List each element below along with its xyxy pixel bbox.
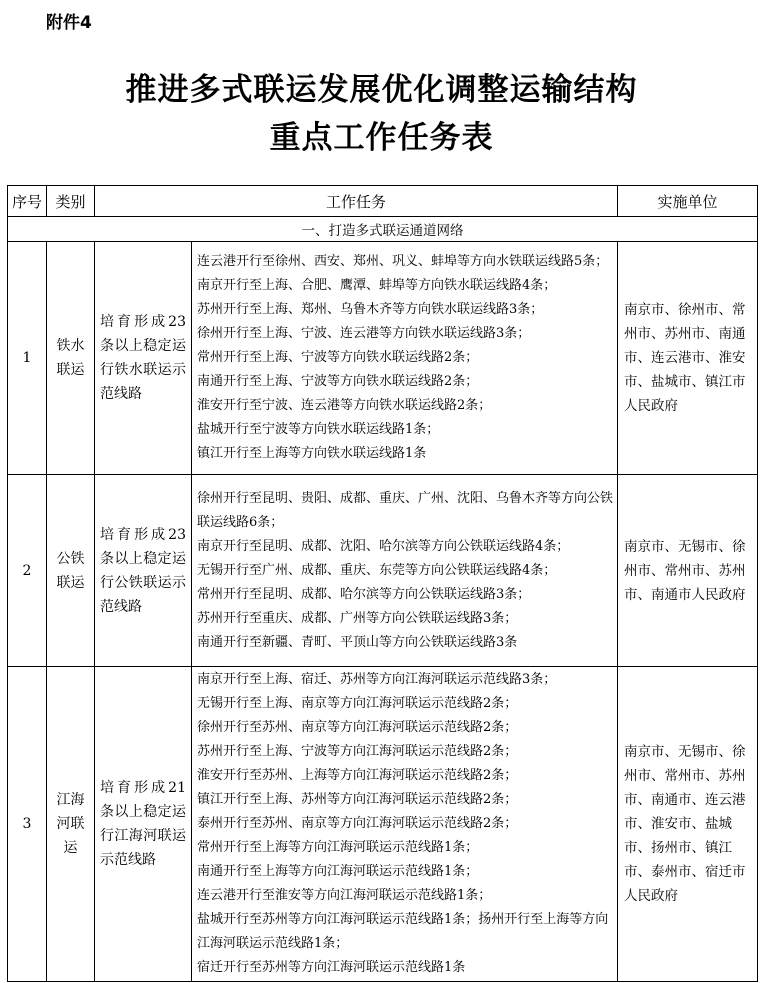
task-item: 苏州开行至上海、郑州、乌鲁木齐等方向铁水联运线路3条；	[197, 302, 544, 317]
row-number: 1	[8, 242, 47, 475]
task-item: 连云港开行至徐州、西安、郑州、巩义、蚌埠等方向水铁联运线路5条；	[197, 254, 609, 269]
header-no: 序号	[8, 186, 47, 217]
header-units: 实施单位	[618, 186, 758, 217]
table-row	[8, 667, 758, 982]
task-item: 南通开行至上海等方向江海河联运示范线路1条；	[197, 864, 479, 879]
task-item: 南通开行至上海、宁波等方向铁水联运线路2条；	[197, 374, 479, 389]
row-category: 铁水联运	[47, 242, 95, 475]
section-title: 一、打造多式联运通道网络	[8, 217, 758, 242]
task-item: 镇江开行至上海、苏州等方向江海河联运示范线路2条；	[197, 792, 518, 807]
task-table	[7, 185, 758, 982]
row-units: 南京市、徐州市、常州市、苏州市、南通市、连云港市、淮安市、盐城市、镇江市人民政府	[618, 242, 758, 475]
task-item: 连云港开行至淮安等方向江海河联运示范线路1条；	[197, 888, 492, 903]
row-goal: 培育形成21条以上稳定运行江海河联运示范线路	[95, 667, 192, 982]
task-item: 苏州开行至重庆、成都、广州等方向公铁联运线路3条；	[197, 610, 518, 626]
row-category: 江海河联运	[47, 667, 95, 982]
table-header-row	[8, 186, 758, 217]
task-item: 镇江开行至上海等方向铁水联运线路1条	[197, 446, 427, 461]
task-item: 无锡开行至广州、成都、重庆、东莞等方向公铁联运线路4条；	[197, 562, 557, 578]
task-item: 徐州开行至上海、宁波、连云港等方向铁水联运线路3条；	[197, 326, 531, 341]
task-item: 常州开行至昆明、成都、哈尔滨等方向公铁联运线路3条；	[197, 586, 531, 602]
task-item: 盐城开行至苏州等方向江海河联运示范线路1条；扬州开行至上海等方向江海河联运示范线路1条；	[197, 912, 609, 951]
task-item: 泰州开行至苏州、南京等方向江海河联运示范线路2条；	[197, 816, 518, 831]
task-item: 南京开行至上海、合肥、鹰潭、蚌埠等方向铁水联运线路4条；	[197, 278, 557, 293]
task-item: 淮安开行至苏州、上海等方向江海河联运示范线路2条；	[197, 768, 518, 783]
page-title: 推进多式联运发展优化调整运输结构	[125, 72, 638, 108]
row-goal: 培育形成23条以上稳定运行铁水联运示范线路	[95, 242, 192, 475]
page-subtitle: 重点工作任务表	[269, 120, 494, 156]
task-item: 常州开行至上海、宁波等方向铁水联运线路2条；	[197, 350, 479, 365]
row-tasks	[192, 242, 618, 475]
section-row	[8, 217, 758, 242]
row-category: 公铁联运	[47, 475, 95, 667]
row-number: 2	[8, 475, 47, 667]
task-item: 无锡开行至上海、南京等方向江海河联运示范线路2条；	[197, 696, 518, 711]
task-item: 南通开行至新疆、青町、平顶山等方向公铁联运线路3条	[197, 634, 518, 650]
row-tasks	[192, 667, 618, 982]
table-row	[8, 475, 758, 667]
task-item: 盐城开行至宁波等方向铁水联运线路1条；	[197, 422, 440, 437]
table-row	[8, 242, 758, 475]
row-units: 南京市、无锡市、徐州市、常州市、苏州市、南通市人民政府	[618, 475, 758, 667]
row-goal: 培育形成23条以上稳定运行公铁联运示范线路	[95, 475, 192, 667]
task-item: 常州开行至上海等方向江海河联运示范线路1条；	[197, 840, 479, 855]
header-tasks: 工作任务	[95, 186, 618, 217]
row-units: 南京市、无锡市、徐州市、常州市、苏州市、南通市、连云港市、淮安市、盐城市、扬州市、镇江市、泰州市、宿迁市人民政府	[618, 667, 758, 982]
task-item: 苏州开行至上海、宁波等方向江海河联运示范线路2条；	[197, 744, 518, 759]
row-tasks	[192, 475, 618, 667]
task-item: 徐州开行至昆明、贵阳、成都、重庆、广州、沈阳、乌鲁木齐等方向公铁联运线路6条；	[197, 490, 614, 530]
task-item: 淮安开行至宁波、连云港等方向铁水联运线路2条；	[197, 398, 492, 413]
task-item: 徐州开行至苏州、南京等方向江海河联运示范线路2条；	[197, 720, 518, 735]
task-item: 宿迁开行至苏州等方向江海河联运示范线路1条	[197, 960, 466, 975]
row-number: 3	[8, 667, 47, 982]
task-item: 南京开行至上海、宿迁、苏州等方向江海河联运示范线路3条；	[197, 672, 557, 687]
attachment-label: 附件4	[46, 13, 92, 33]
task-item: 南京开行至昆明、成都、沈阳、哈尔滨等方向公铁联运线路4条；	[197, 538, 570, 554]
header-category: 类别	[47, 186, 95, 217]
